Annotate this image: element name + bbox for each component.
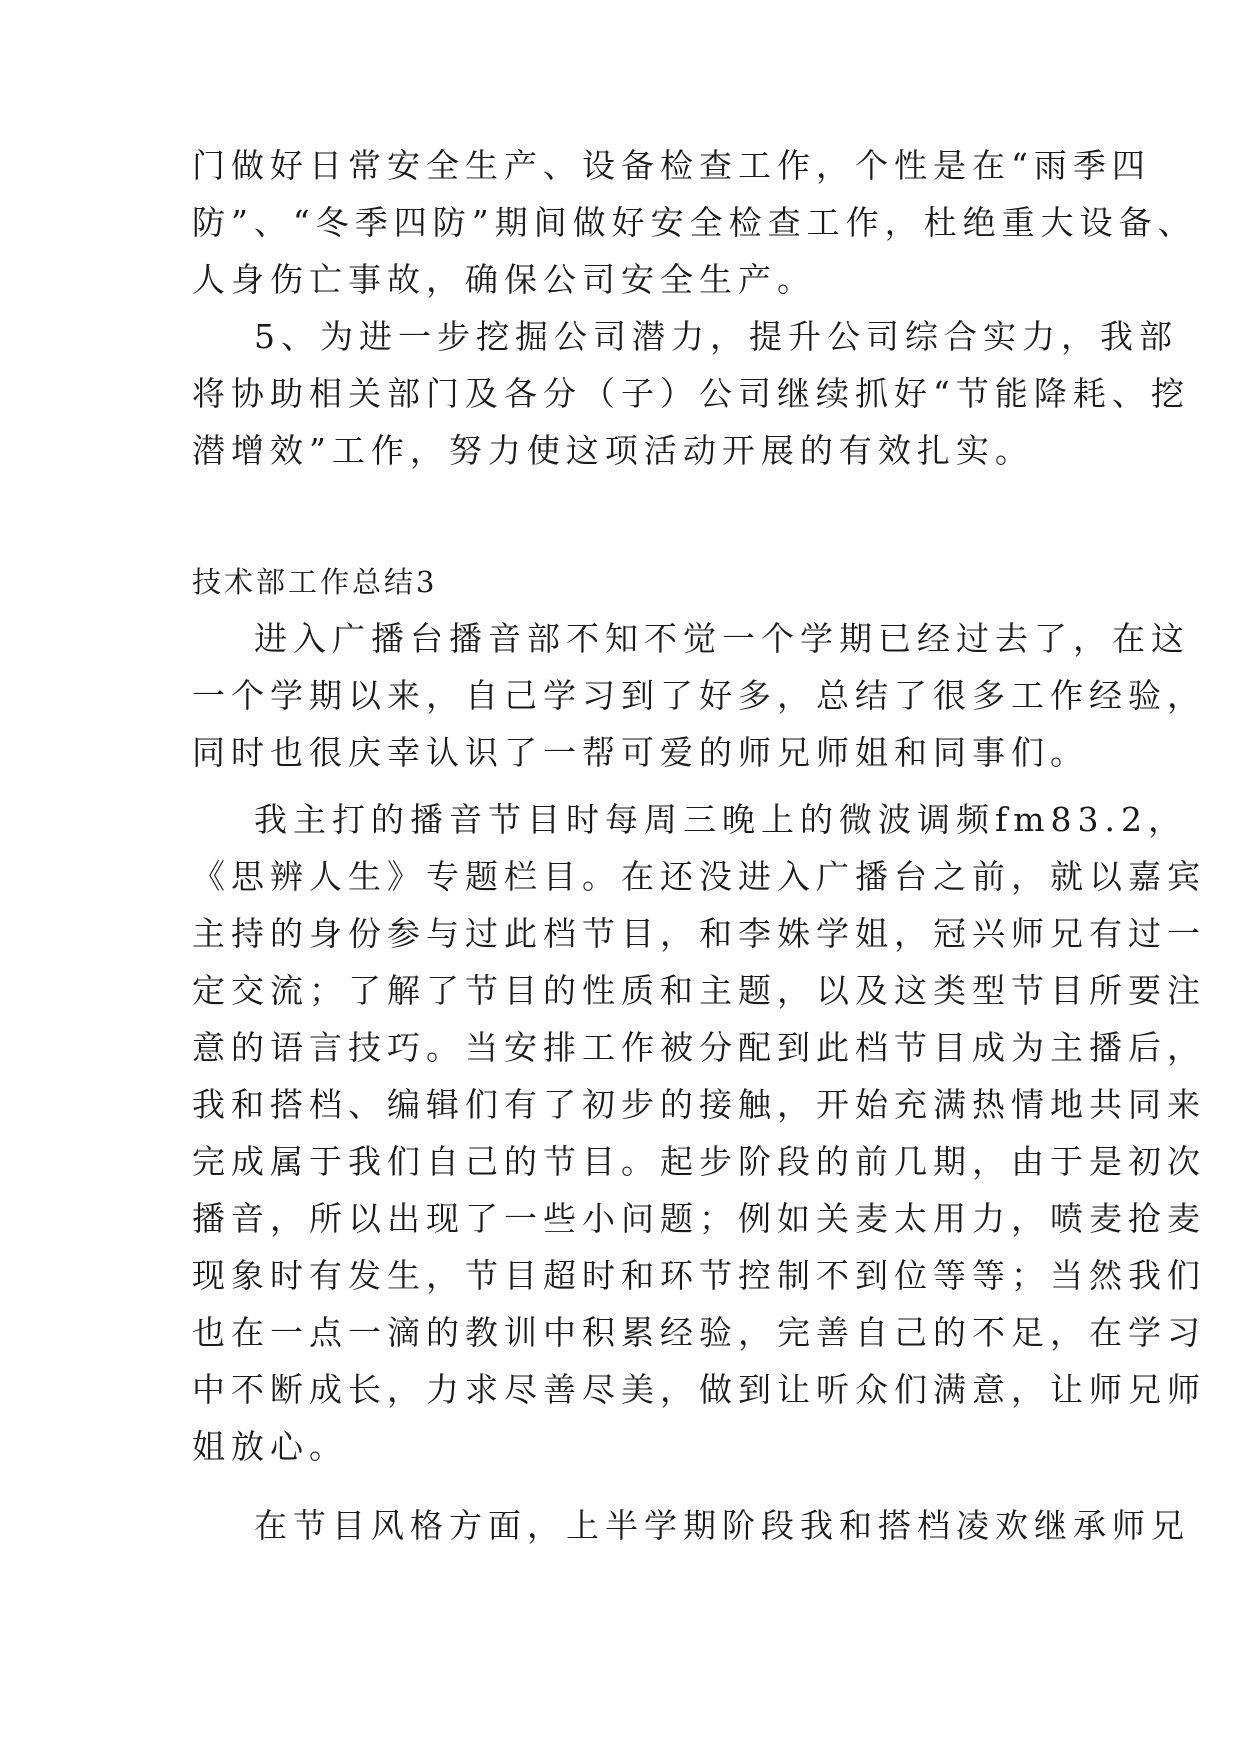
text-line: 我主打的播音节目时每周三晚上的微波调频fm83.2， [254, 800, 1187, 839]
text-line: 潜增效”工作，努力使这项活动开展的有效扎实。 [192, 431, 1034, 470]
section-heading: 技术部工作总结3 [192, 565, 438, 599]
text-line: 定交流；了解了节目的性质和主题，以及这类型节目所要注 [192, 971, 1206, 1010]
text-line: 姐放心。 [192, 1427, 348, 1466]
text-line: 我和搭档、编辑们有了初步的接触，开始充满热情地共同来 [192, 1085, 1206, 1124]
text-line: 意的语言技巧。当安排工作被分配到此档节目成为主播后， [192, 1028, 1206, 1067]
text-line: 在节目风格方面，上半学期阶段我和搭档凌欢继承师兄 [254, 1506, 1190, 1545]
text-line: 播音，所以出现了一些小问题；例如关麦太用力，喷麦抢麦 [192, 1199, 1206, 1238]
text-line: 主持的身份参与过此档节目，和李姝学姐，冠兴师兄有过一 [192, 914, 1206, 953]
text-line: 完成属于我们自己的节目。起步阶段的前几期，由于是初次 [192, 1142, 1206, 1181]
text-line: 也在一点一滴的教训中积累经验，完善自己的不足，在学习 [192, 1313, 1206, 1352]
text-line: 门做好日常安全生产、设备检查工作，个性是在“雨季四 [192, 146, 1151, 185]
text-line: 中不断成长，力求尽善尽美，做到让听众们满意，让师兄师 [192, 1370, 1206, 1409]
text-line: 《思辨人生》专题栏目。在还没进入广播台之前，就以嘉宾 [192, 857, 1206, 896]
text-line: 同时也很庆幸认识了一帮可爱的师兄师姐和同事们。 [192, 733, 1089, 772]
text-line: 一个学期以来，自己学习到了好多，总结了很多工作经验， [192, 676, 1206, 715]
text-line: 将协助相关部门及各分（子）公司继续抓好“节能降耗、挖 [192, 374, 1190, 413]
text-line: 现象时有发生，节目超时和环节控制不到位等等；当然我们 [192, 1256, 1206, 1295]
text-line: 进入广播台播音部不知不觉一个学期已经过去了，在这 [254, 619, 1190, 658]
text-line: 5、为进一步挖掘公司潜力，提升公司综合实力，我部 [254, 317, 1178, 356]
text-line: 人身伤亡事故，确保公司安全生产。 [192, 260, 816, 299]
text-line: 防”、“冬季四防”期间做好安全检查工作，杜绝重大设备、 [192, 203, 1197, 242]
